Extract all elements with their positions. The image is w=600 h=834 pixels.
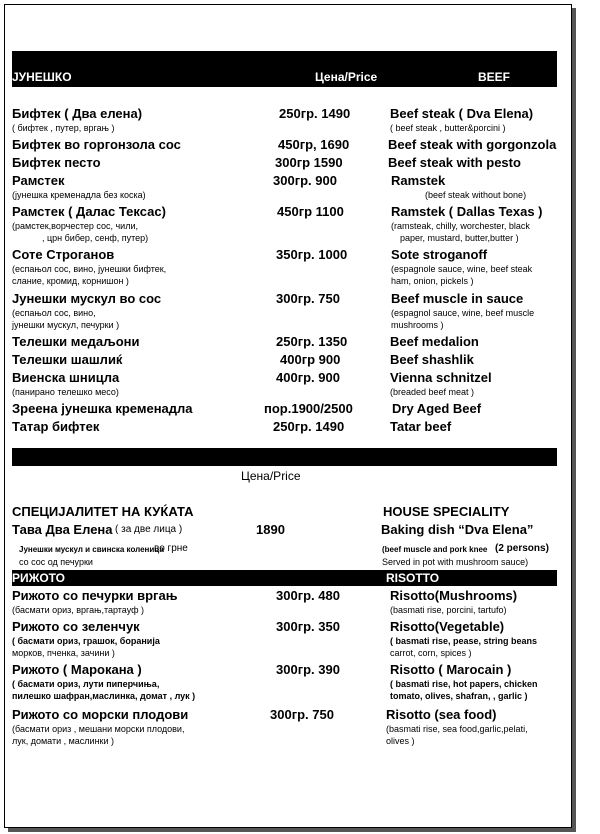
special-price-header: Цена/Price (241, 469, 301, 483)
beef-header-price: Цена/Price (315, 70, 378, 84)
dish-desc-mk: (басмати ориз, вргањ,тартауф ) (12, 605, 145, 615)
dish-name-mk: Рижото со зеленчук (12, 619, 140, 634)
dish-desc-mk: , црн бибер, сенф, путер) (42, 233, 149, 243)
beef-header-en: BEEF (478, 70, 511, 84)
special-title-mk: СПЕЦИЈАЛИТЕТ НА КУЌАТА (12, 504, 194, 519)
dish-name-mk: Јунешки мускул во сос (12, 291, 162, 306)
dish-desc-mk: ( басмати ориз, грашок, боранија (12, 636, 160, 646)
special-desc-en: (beef muscle and pork knee (382, 545, 488, 554)
dish-name-en: Risotto(Mushrooms) (390, 588, 518, 603)
dish-desc-en: (breaded beef meat ) (390, 387, 475, 397)
dish-desc-en: mushrooms ) (391, 320, 444, 330)
dish-desc-mk: јунешки мускул, печурки ) (12, 320, 120, 330)
dish-desc-en: olives ) (386, 736, 415, 746)
dish-desc-en: carrot, corn, spices ) (390, 648, 472, 658)
dish-name-en: Beef medalion (390, 334, 479, 349)
dish-name-en: Beef shashlik (390, 352, 474, 367)
dish-desc-mk: слание, кромид, корнишон ) (12, 276, 129, 286)
dish-name-mk: Зреена јунешка кременадла (12, 401, 193, 416)
dish-name-en: Risotto(Vegetable) (390, 619, 505, 634)
special-item-note: ( за две лица ) (115, 524, 183, 535)
risotto-section-header (12, 570, 557, 586)
dish-desc-mk: (панирано телешко месо) (12, 387, 119, 397)
dish-desc-mk: пилешко шафран,маслинка, домат , лук ) (12, 691, 196, 701)
divider-line (238, 465, 268, 466)
dish-price: 250гр. 1490 (273, 419, 345, 434)
dish-desc-en: ( beef steak , butter&porcini ) (390, 123, 506, 133)
dish-desc-en: ( basmati rise, pease, string beans (390, 636, 538, 646)
dish-desc-en: paper, mustard, butter,butter ) (400, 233, 519, 243)
dish-price: 450гр 1100 (277, 204, 344, 219)
dish-desc-en: (beef steak without bone) (425, 190, 527, 200)
dish-name-en: Risotto (sea food) (386, 707, 497, 722)
dish-name-mk: Татар бифтек (12, 419, 100, 434)
dish-desc-mk: (еспањол сос, вино, јунешки бифтек, (12, 264, 167, 274)
divider-line (295, 465, 325, 466)
special-title-en: HOUSE SPECIALITY (383, 504, 510, 519)
dish-desc-mk: (еспањол сос, вино, (12, 308, 96, 318)
dish-desc-en: (espagnole sauce, wine, beef steak (391, 264, 533, 274)
dish-desc-mk: (рамстек,ворчестер сос, чили, (12, 221, 138, 231)
dish-desc-en: (espagnol sauce, wine, beef muscle (391, 308, 535, 318)
special-desc-en2: Served in pot with mushroom sauce) (382, 557, 529, 567)
special-section-bar (12, 448, 557, 466)
dish-name-mk: Бифтек во горгонзола сос (12, 137, 181, 152)
dish-name-en: Beef muscle in sauce (391, 291, 524, 306)
dish-price: 450гр, 1690 (278, 137, 350, 152)
dish-desc-mk: ( басмати ориз, лути пиперчиња, (12, 679, 160, 689)
special-desc-en-b: (2 persons) (495, 543, 549, 554)
dish-name-en: Beef steak ( Dva Elena) (390, 106, 534, 121)
special-desc-mk2: со сос од печурки (19, 557, 93, 567)
dish-price: пор.1900/2500 (264, 401, 353, 416)
dish-name-mk: Рамстек ( Далас Тексас) (12, 204, 166, 219)
dish-desc-en: ( basmati rise, hot papers, chicken (390, 679, 538, 689)
dish-price: 400гр 900 (280, 352, 341, 367)
dish-name-en: Tatar beef (390, 419, 452, 434)
special-item-mk: Тава Два Елена (12, 522, 113, 537)
beef-header-mk: ЈУНЕШКО (12, 70, 72, 84)
dish-name-en: Beef steak with pesto (388, 155, 521, 170)
dish-price: 300гр. 350 (276, 619, 340, 634)
dish-price: 400гр. 900 (276, 370, 340, 385)
beef-section-header (12, 51, 557, 87)
dish-name-en: Beef steak with gorgonzola (388, 137, 557, 152)
dish-name-en: Risotto ( Marocain ) (390, 662, 512, 677)
dish-desc-mk: ( бифтек , путер, вргањ ) (12, 123, 115, 133)
dish-name-en: Ramstek (391, 173, 446, 188)
special-desc-mk: Јунешки мускул и свинска коленица (19, 545, 164, 554)
dish-name-mk: Виенска шницла (12, 370, 120, 385)
dish-price: 300гр 1590 (275, 155, 343, 170)
dish-desc-en: (basmati rise, sea food,garlic,pelati, (386, 724, 528, 734)
special-item-en: Baking dish “Dva Elena” (381, 522, 534, 537)
dish-name-mk: Бифтек ( Два елена) (12, 106, 143, 121)
dish-price: 300гр. 750 (270, 707, 334, 722)
dish-name-en: Dry Aged Beef (392, 401, 482, 416)
risotto-header-en: RISOTTO (386, 571, 440, 585)
dish-name-mk: Бифтек песто (12, 155, 101, 170)
dish-name-mk: Рижото со морски плодови (12, 707, 189, 722)
dish-name-en: Sote stroganoff (391, 247, 488, 262)
dish-desc-en: tomato, olives, shafran, , garlic ) (390, 691, 528, 701)
dish-desc-en: (ramsteak, chilly, worchester, black (391, 221, 530, 231)
dish-price: 250гр. 1490 (279, 106, 351, 121)
dish-name-mk: Рижото со печурки вргањ (12, 588, 178, 603)
dish-price: 250гр. 1350 (276, 334, 348, 349)
dish-name-en: Ramstek ( Dallas Texas ) (391, 204, 543, 219)
dish-price: 350гр. 1000 (276, 247, 348, 262)
dish-price: 300гр. 480 (276, 588, 340, 603)
dish-name-mk: Телешки шашлиќ (12, 352, 123, 367)
special-price: 1890 (256, 522, 285, 537)
dish-name-en: Vienna schnitzel (390, 370, 492, 385)
dish-price: 300гр. 390 (276, 662, 340, 677)
dish-desc-en: ham, onion, pickels ) (391, 276, 474, 286)
dish-price: 300гр. 900 (273, 173, 337, 188)
dish-name-mk: Телешки медаљони (12, 334, 140, 349)
dish-desc-mk: (басмати ориз , мешани морски плодови, (12, 724, 185, 734)
dish-desc-en: (basmati rise, porcini, tartufo) (390, 605, 507, 615)
dish-desc-mk: лук, домати , маслинки ) (12, 736, 114, 746)
special-desc-mk-b: во грне (154, 543, 188, 554)
dish-name-mk: Рижото ( Марокана ) (12, 662, 142, 677)
dish-desc-mk: (јунешка кременадла без коска) (12, 190, 146, 200)
dish-name-mk: Соте Строганов (12, 247, 115, 262)
dish-desc-mk: морков, пченка, зачини ) (12, 648, 115, 658)
risotto-header-mk: РИЖОТО (12, 571, 66, 585)
dish-price: 300гр. 750 (276, 291, 340, 306)
dish-name-mk: Рамстек (12, 173, 65, 188)
